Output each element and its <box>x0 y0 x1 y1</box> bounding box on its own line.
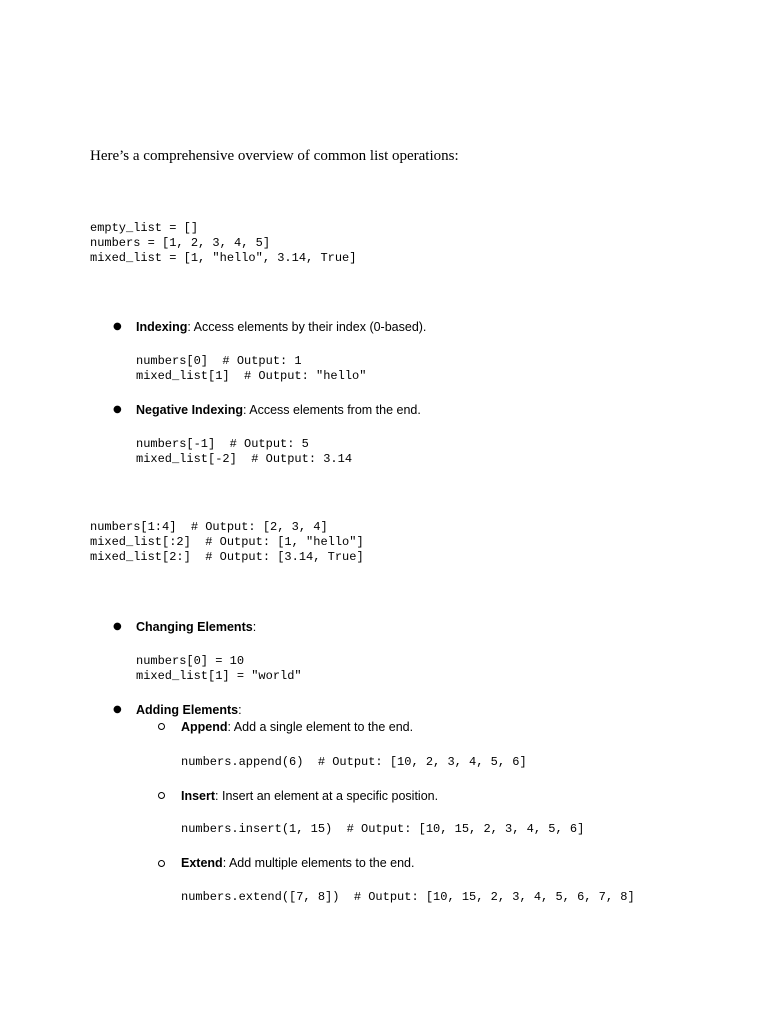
bullet-dot: ● <box>113 404 122 415</box>
sub-bullet-append <box>181 719 413 735</box>
bullet-indexing <box>136 319 426 335</box>
bullet-desc: : <box>238 703 242 717</box>
bullet-desc: : Add multiple elements to the end. <box>222 856 415 870</box>
intro-paragraph: Here’s a comprehensive overview of common list operations: <box>90 148 459 164</box>
bullet-term: Extend <box>181 856 223 870</box>
sub-bullet-insert <box>181 788 438 804</box>
code-block-indexing: numbers[0] # Output: 1 mixed_list[1] # Output: "hello" <box>136 354 367 383</box>
sub-bullet-circle <box>158 792 165 799</box>
bullet-adding-elements <box>136 702 242 718</box>
bullet-desc: : Access elements by their index (0-based). <box>187 320 427 334</box>
bullet-desc: : Add a single element to the end. <box>227 720 414 734</box>
bullet-desc: : <box>252 620 257 634</box>
bullet-negative-indexing <box>136 402 421 418</box>
bullet-term: Insert <box>181 789 216 803</box>
bullet-term: Negative Indexing <box>136 403 243 417</box>
bullet-dot: ● <box>113 704 122 715</box>
code-block-append: numbers.append(6) # Output: [10, 2, 3, 4, 5, 6] <box>181 755 527 769</box>
bullet-term: Changing Elements <box>136 620 253 634</box>
bullet-changing-elements <box>136 619 256 635</box>
bullet-term: Adding Elements <box>136 703 239 717</box>
bullet-desc: : Insert an element at a specific position. <box>215 789 439 803</box>
code-block-extend: numbers.extend([7, 8]) # Output: [10, 15, 2, 3, 4, 5, 6, 7, 8] <box>181 890 635 904</box>
code-block-slicing: numbers[1:4] # Output: [2, 3, 4] mixed_list[:2] # Output: [1, "hello"] mixed_list[2:] # Output: [3.14, True] <box>90 520 364 564</box>
bullet-term: Append <box>181 720 228 734</box>
sub-bullet-extend <box>181 855 414 871</box>
code-block-insert: numbers.insert(1, 15) # Output: [10, 15, 2, 3, 4, 5, 6] <box>181 822 585 836</box>
code-block-changing: numbers[0] = 10 mixed_list[1] = "world" <box>136 654 302 683</box>
bullet-desc: : Access elements from the end. <box>242 403 421 417</box>
sub-bullet-circle <box>158 860 165 867</box>
bullet-term: Indexing <box>136 320 188 334</box>
code-block-negative-indexing: numbers[-1] # Output: 5 mixed_list[-2] # Output: 3.14 <box>136 437 353 466</box>
sub-bullet-circle <box>158 723 165 730</box>
bullet-dot: ● <box>113 321 122 332</box>
code-block-create: empty_list = [] numbers = [1, 2, 3, 4, 5] mixed_list = [1, "hello", 3.14, True] <box>90 221 357 265</box>
bullet-dot: ● <box>113 621 122 632</box>
